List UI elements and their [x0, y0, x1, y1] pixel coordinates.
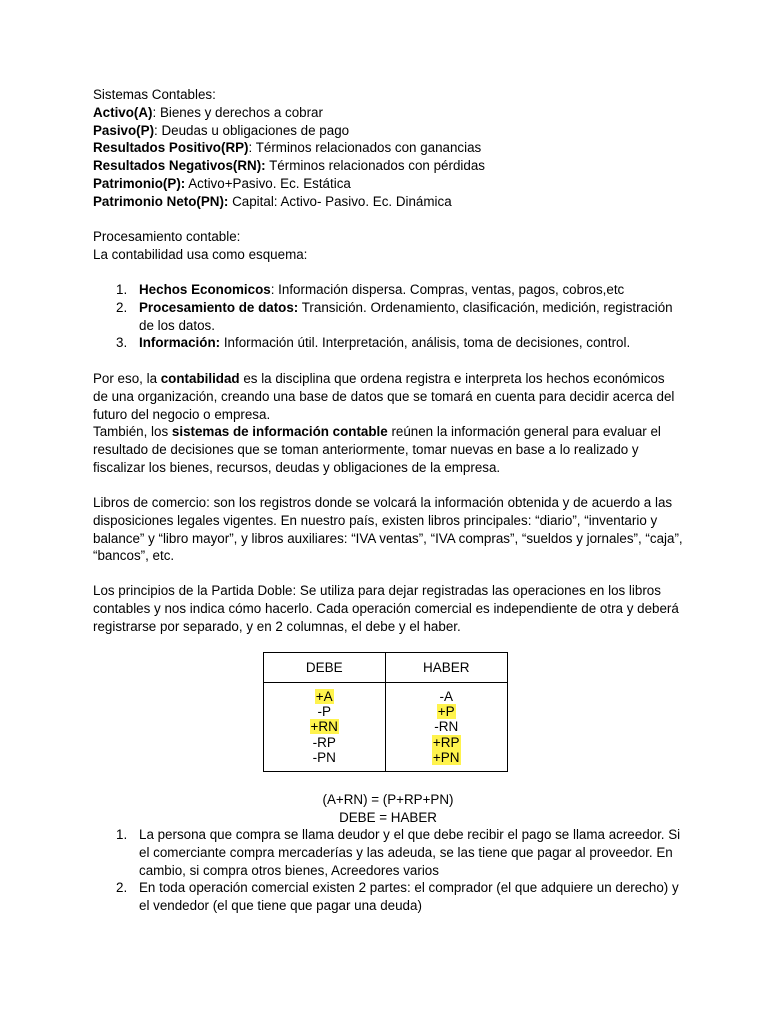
table-entry [386, 750, 508, 765]
final-list [93, 826, 683, 915]
definition-patrimonio-neto [93, 193, 683, 211]
text-run: es la disciplina que ordena registra e interpreta los hechos económicos de una organización, creando una base de datos que se tomará en cuenta para decidir acerca del futuro del negocio o empresa. [93, 371, 675, 422]
entry-text: -A [439, 689, 453, 704]
table-entry [264, 704, 385, 719]
table-entry [264, 689, 385, 704]
definition-text: : Términos relacionados con ganancias [248, 140, 482, 156]
table-entry [386, 704, 508, 719]
definition-pasivo [93, 122, 683, 140]
paragraph-line [93, 423, 683, 476]
definition-term: Patrimonio(P): [93, 175, 186, 191]
list-number: 2. [116, 880, 128, 896]
procesamiento-subtitle: La contabilidad usa como esquema: [93, 246, 308, 262]
section-title: Sistemas Contables: [93, 87, 216, 102]
list-text: La persona que compra se llama deudor y el que debe recibir el pago se llama acreedor. Si el comerciante compra mercaderías y las adeuda, se las tiene que pagar al proveedor. En cambio, si compra otros bienes, Acreedores varios [139, 827, 681, 878]
procesamiento-list [93, 281, 683, 352]
entry-text: -RP [312, 734, 336, 750]
highlighted-entry: +RP [432, 734, 460, 750]
debe-column [264, 683, 386, 771]
equation-block [93, 791, 683, 827]
list-text: Transición. Ordenamiento, clasificación, medición, registración de los datos. [139, 299, 673, 333]
list-number: 1. [116, 282, 128, 297]
definition-term: Activo(A) [93, 104, 153, 120]
text-run: reúnen la información general para evaluar el resultado de decisiones que se toman anteriormente, tomar nuevas en base a lo realizado y fiscalizar los bienes, recursos, deudas y obligaciones de la empresa. [93, 424, 661, 475]
definition-text: Activo+Pasivo. Ec. Estática [185, 175, 351, 191]
paragraph-libros [93, 494, 683, 565]
list-item [93, 879, 683, 915]
paragraph-partida-doble [93, 582, 683, 635]
definition-patrimonio [93, 175, 683, 193]
entry-text: -RN [434, 719, 459, 735]
list-item [93, 826, 683, 879]
haber-column [386, 683, 508, 771]
definition-term: Pasivo(P) [93, 122, 155, 138]
list-number: 2. [116, 299, 128, 315]
entry-text: -P [317, 704, 331, 720]
list-term: Hechos Economicos [139, 282, 271, 297]
highlighted-entry: +RN [310, 719, 338, 735]
definition-text: : Bienes y derechos a cobrar [152, 104, 323, 120]
equation-line: (A+RN) = (P+RP+PN) [322, 792, 454, 807]
table-entry [386, 689, 508, 704]
table-entry [386, 719, 508, 734]
highlighted-entry: +PN [432, 749, 460, 765]
list-term: Información: [139, 335, 221, 351]
paragraph-contabilidad [93, 370, 683, 477]
definition-text: : Deudas u obligaciones de pago [154, 122, 350, 138]
definitions-block [93, 86, 683, 211]
list-item [93, 281, 683, 299]
highlighted-entry: +P [437, 704, 455, 720]
list-number: 1. [116, 827, 128, 842]
highlighted-entry: +A [315, 689, 333, 704]
table-entry [264, 719, 385, 734]
list-item [93, 299, 683, 335]
list-text: Información útil. Interpretación, análisis, toma de decisiones, control. [220, 335, 631, 351]
text-run: Por eso, la [93, 371, 161, 386]
table-entry [264, 750, 385, 765]
definition-resultados-negativos [93, 157, 683, 175]
definition-text: Capital: Activo- Pasivo. Ec. Dinámica [228, 193, 452, 209]
text-run-bold: contabilidad [160, 371, 240, 386]
procesamiento-title: Procesamiento contable: [93, 229, 241, 244]
entry-text: -PN [312, 749, 336, 765]
procesamiento-block [93, 228, 683, 264]
haber-header: HABER [386, 653, 508, 683]
table-entry [386, 735, 508, 750]
table-entry [264, 735, 385, 750]
text-run: También, los [93, 424, 172, 440]
debe-haber-table [263, 652, 508, 772]
equation-line: DEBE = HABER [339, 809, 437, 825]
definition-term: Resultados Positivo(RP) [93, 140, 249, 156]
definition-resultados-positivo [93, 139, 683, 157]
list-text: : Información dispersa. Compras, ventas, pagos, cobros,etc [270, 282, 625, 297]
paragraph-text: Libros de comercio: son los registros donde se volcará la información obtenida y de acuerdo a las disposiciones legales vigentes. En nuestro país, existen libros principales: “diario”, “inventario y balance” y “libro mayor”, y libros auxiliares: “IVA ventas”, “IVA compras”, “sueldos y jornales”, “caja”, “bancos”, etc. [93, 495, 683, 564]
paragraph-text: Los principios de la Partida Doble: Se utiliza para dejar registradas las operaciones en los libros contables y nos indica cómo hacerlo. Cada operación comercial es independiente de otra y deberá registrarse por separado, y en 2 columnas, el debe y el haber. [93, 583, 679, 634]
definition-activo [93, 104, 683, 122]
list-number: 3. [116, 335, 128, 351]
definition-term: Patrimonio Neto(PN): [93, 193, 229, 209]
list-term: Procesamiento de datos: [139, 299, 299, 315]
definition-text: Términos relacionados con pérdidas [265, 158, 485, 174]
list-item [93, 334, 683, 352]
definition-term: Resultados Negativos(RN): [93, 158, 266, 174]
paragraph-line [93, 370, 683, 423]
text-run-bold: sistemas de información contable [171, 424, 388, 440]
list-text: En toda operación comercial existen 2 partes: el comprador (el que adquiere un derecho) y el vendedor (el que tiene que pagar una deuda) [139, 880, 679, 914]
debe-header: DEBE [264, 653, 386, 683]
